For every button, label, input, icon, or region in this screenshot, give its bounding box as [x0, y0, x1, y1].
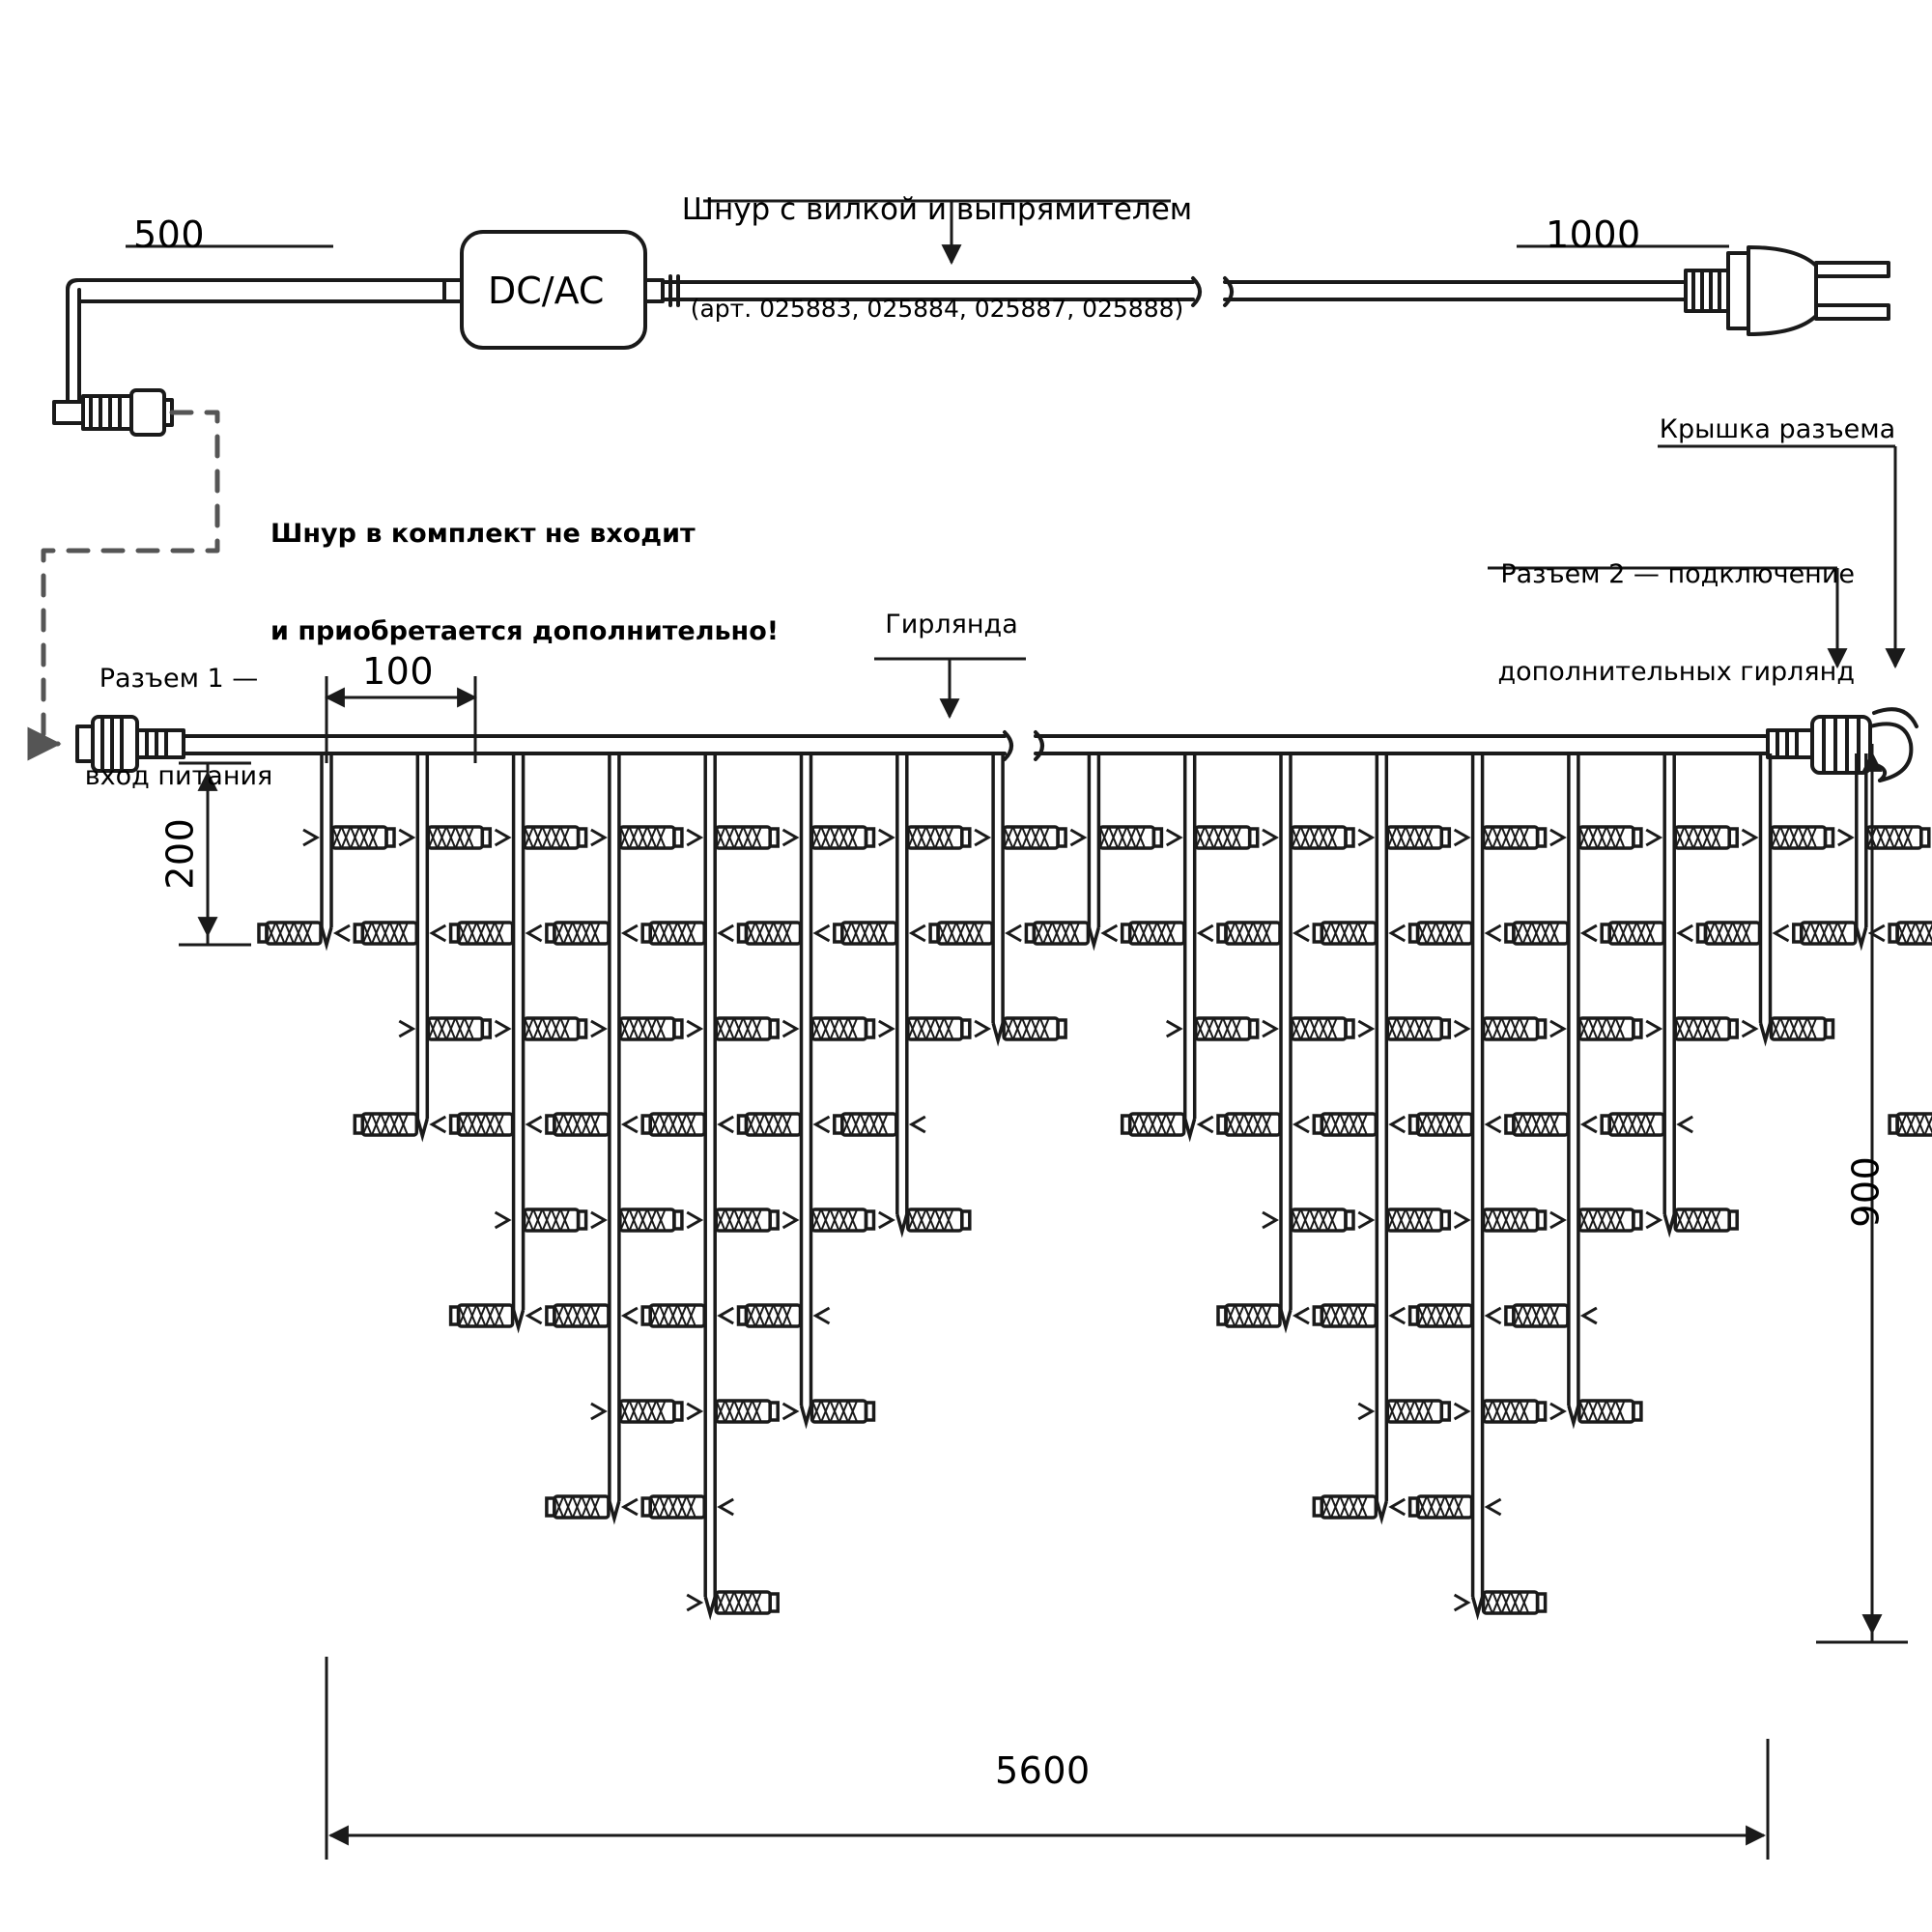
led-bulb-icon	[1358, 827, 1449, 848]
led-bulb-icon	[1455, 1592, 1546, 1613]
label-connector2-line2: дополнительных гирлянд	[1497, 656, 1855, 687]
led-bulb-icon	[1506, 1305, 1597, 1326]
led-bulb-icon	[1314, 1496, 1405, 1518]
garland-strands	[259, 753, 1932, 1614]
led-bulb-icon	[1455, 827, 1546, 848]
led-bulb-icon	[591, 827, 682, 848]
led-bulb-icon	[783, 827, 874, 848]
led-bulb-icon	[642, 1305, 733, 1326]
led-bulb-icon	[547, 1496, 638, 1518]
led-bulb-icon	[496, 1018, 586, 1039]
led-bulb-icon	[1506, 1114, 1597, 1135]
led-bulb-icon	[1122, 923, 1213, 944]
led-bulb-icon	[975, 1018, 1065, 1039]
garland-strand	[930, 753, 1065, 1040]
label-dcac: DC/AC	[488, 270, 605, 312]
led-bulb-icon	[975, 827, 1065, 848]
led-bulb-icon	[591, 1401, 682, 1422]
led-bulb-icon	[1838, 827, 1929, 848]
led-bulb-icon	[1410, 923, 1501, 944]
led-bulb-icon	[879, 827, 970, 848]
led-bulb-icon	[355, 923, 445, 944]
cord-end-connector-icon	[54, 390, 172, 435]
led-bulb-icon	[1070, 827, 1161, 848]
led-bulb-icon	[1602, 923, 1692, 944]
led-bulb-icon	[1314, 1305, 1405, 1326]
label-connector2	[1401, 493, 1855, 753]
led-bulb-icon	[687, 1018, 778, 1039]
led-bulb-icon	[451, 1305, 542, 1326]
led-bulb-icon	[303, 827, 394, 848]
led-bulb-icon	[1743, 1018, 1833, 1039]
led-bulb-icon	[547, 923, 638, 944]
led-bulb-icon	[739, 1114, 830, 1135]
led-bulb-icon	[1358, 1209, 1449, 1231]
led-bulb-icon	[1602, 1114, 1692, 1135]
label-connector2-line1: Разъем 2 — подключение	[1500, 558, 1855, 589]
power-cord-left-tail	[68, 280, 444, 401]
led-bulb-icon	[687, 1401, 778, 1422]
led-bulb-icon	[835, 1114, 925, 1135]
label-500: 500	[133, 213, 206, 256]
led-bulb-icon	[1889, 1114, 1932, 1135]
led-bulb-icon	[687, 1592, 778, 1613]
led-bulb-icon	[591, 1018, 682, 1039]
led-bulb-icon	[1263, 827, 1353, 848]
led-bulb-icon	[259, 923, 350, 944]
led-bulb-icon	[1550, 1401, 1641, 1422]
led-bulb-icon	[879, 1209, 970, 1231]
led-bulb-icon	[835, 923, 925, 944]
led-bulb-icon	[1550, 1209, 1641, 1231]
led-bulb-icon	[547, 1114, 638, 1135]
led-bulb-icon	[1550, 1018, 1641, 1039]
label-connector-cover: Крышка разъема	[1659, 414, 1896, 444]
callout-garland	[874, 659, 1026, 717]
label-100: 100	[362, 650, 435, 693]
led-bulb-icon	[1506, 923, 1597, 944]
led-bulb-icon	[739, 1305, 830, 1326]
led-bulb-icon	[1167, 827, 1258, 848]
led-bulb-icon	[1455, 1209, 1546, 1231]
led-bulb-icon	[1410, 1114, 1501, 1135]
led-bulb-icon	[1743, 827, 1833, 848]
label-200: 200	[158, 817, 202, 890]
led-bulb-icon	[399, 827, 490, 848]
label-connector1-line1: Разъем 1 —	[99, 663, 259, 694]
led-bulb-icon	[496, 1209, 586, 1231]
led-bulb-icon	[1218, 1114, 1309, 1135]
garland-strand	[1506, 753, 1641, 1423]
led-bulb-icon	[1314, 923, 1405, 944]
led-bulb-icon	[1218, 923, 1309, 944]
label-1000: 1000	[1546, 213, 1641, 256]
led-bulb-icon	[783, 1401, 874, 1422]
led-bulb-icon	[1358, 1018, 1449, 1039]
led-bulb-icon	[591, 1209, 682, 1231]
led-bulb-icon	[687, 827, 778, 848]
label-connector1-line2: вход питания	[84, 760, 273, 791]
led-bulb-icon	[496, 827, 586, 848]
led-bulb-icon	[451, 923, 542, 944]
led-bulb-icon	[1646, 1209, 1737, 1231]
led-bulb-icon	[1026, 923, 1117, 944]
note-not-included-line1: Шнур в комплект не входит	[270, 518, 696, 549]
label-5600: 5600	[995, 1749, 1091, 1792]
led-bulb-icon	[642, 923, 733, 944]
led-bulb-icon	[1698, 923, 1789, 944]
led-bulb-icon	[930, 923, 1021, 944]
led-bulb-icon	[547, 1305, 638, 1326]
led-bulb-icon	[1646, 827, 1737, 848]
led-bulb-icon	[1889, 923, 1932, 944]
cord-label-line2: (арт. 025883, 025884, 025887, 025888)	[690, 294, 1184, 323]
garland-strand	[1410, 753, 1546, 1614]
led-bulb-icon	[1455, 1018, 1546, 1039]
led-bulb-icon	[642, 1496, 733, 1518]
led-bulb-icon	[687, 1209, 778, 1231]
label-garland: Гирлянда	[885, 610, 1018, 639]
garland-strand	[642, 753, 778, 1614]
garland-strand	[739, 753, 874, 1423]
led-bulb-icon	[1455, 1401, 1546, 1422]
led-bulb-icon	[783, 1018, 874, 1039]
cord-label-line1: Шнур с вилкой и выпрямителем	[681, 191, 1193, 227]
garland-strand	[1698, 753, 1833, 1040]
led-bulb-icon	[1358, 1401, 1449, 1422]
led-bulb-icon	[879, 1018, 970, 1039]
led-bulb-icon	[739, 923, 830, 944]
led-bulb-icon	[355, 1114, 445, 1135]
led-bulb-icon	[1646, 1018, 1737, 1039]
led-bulb-icon	[1122, 1114, 1213, 1135]
note-not-included-line2: и приобретается дополнительно!	[270, 615, 780, 646]
garland-strand	[1889, 753, 1932, 1136]
note-not-included	[270, 452, 779, 713]
led-bulb-icon	[1167, 1018, 1258, 1039]
label-900: 900	[1844, 1155, 1888, 1228]
led-bulb-icon	[642, 1114, 733, 1135]
led-bulb-icon	[1218, 1305, 1309, 1326]
led-bulb-icon	[1263, 1018, 1353, 1039]
led-bulb-icon	[1263, 1209, 1353, 1231]
led-bulb-icon	[399, 1018, 490, 1039]
led-bulb-icon	[451, 1114, 542, 1135]
led-bulb-icon	[1410, 1305, 1501, 1326]
led-bulb-icon	[1314, 1114, 1405, 1135]
power-plug-icon	[1686, 247, 1889, 334]
led-bulb-icon	[783, 1209, 874, 1231]
cord-label	[580, 126, 1294, 389]
led-bulb-icon	[1550, 827, 1641, 848]
led-bulb-icon	[1410, 1496, 1501, 1518]
